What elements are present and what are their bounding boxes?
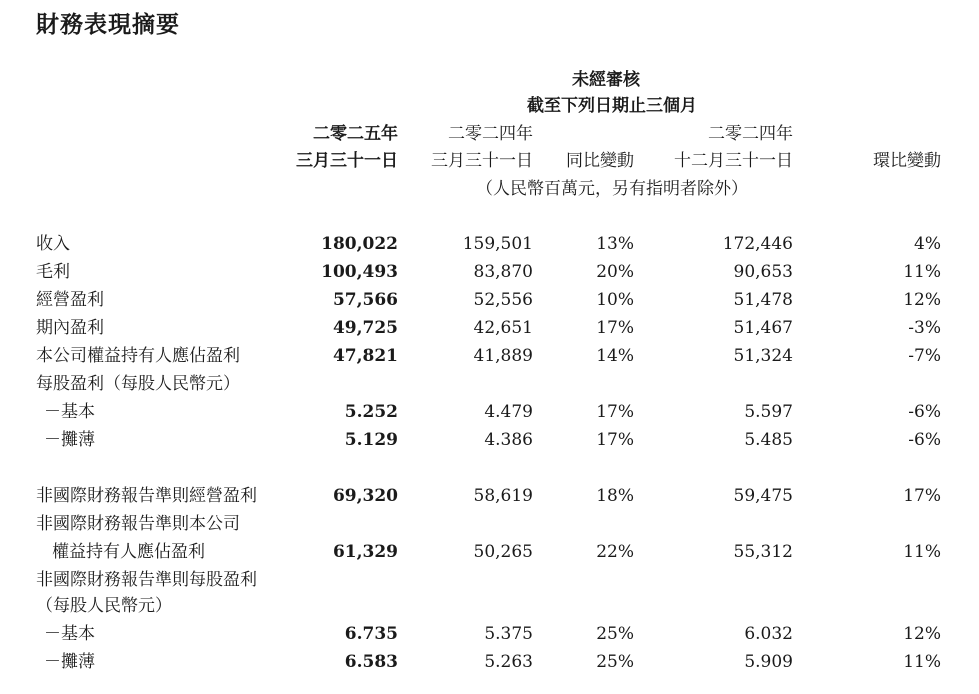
table-row xyxy=(0,315,979,341)
table-row xyxy=(0,399,979,425)
value-2024q4: 90,653 xyxy=(733,262,793,282)
yoy-change: 14% xyxy=(596,346,634,366)
row-label: 非國際財務報告準則經營盈利 xyxy=(36,486,257,506)
qoq-change: 12% xyxy=(903,290,941,310)
yoy-change: 10% xyxy=(596,290,634,310)
row-label: 經營盈利 xyxy=(36,290,104,310)
row-label: －基本 xyxy=(44,624,95,644)
qoq-change: -3% xyxy=(908,318,941,338)
value-2024q4: 51,478 xyxy=(733,290,793,310)
col3-header: 同比變動 xyxy=(566,151,634,171)
table-row xyxy=(0,567,979,593)
value-2025q1: 100,493 xyxy=(321,262,398,282)
table-row xyxy=(0,511,979,537)
qoq-change: 11% xyxy=(903,652,941,672)
value-2024q1: 5.375 xyxy=(484,624,533,644)
qoq-change: 17% xyxy=(903,486,941,506)
qoq-change: 4% xyxy=(914,234,941,254)
table-row xyxy=(0,231,979,257)
yoy-change: 17% xyxy=(596,402,634,422)
row-label: －攤薄 xyxy=(44,652,95,672)
value-2025q1: 6.583 xyxy=(344,652,398,672)
yoy-change: 25% xyxy=(596,624,634,644)
table-row xyxy=(0,259,979,285)
row-label: －攤薄 xyxy=(44,430,95,450)
unit-note: （人民幣百萬元，另有指明者除外） xyxy=(476,179,748,199)
col1-header-line1: 二零二五年 xyxy=(313,124,398,144)
row-label: 本公司權益持有人應佔盈利 xyxy=(36,346,240,366)
value-2025q1: 49,725 xyxy=(332,318,398,338)
table-row xyxy=(0,483,979,509)
table-row xyxy=(0,649,979,675)
qoq-change: 11% xyxy=(903,542,941,562)
period-header: 截至下列日期止三個月 xyxy=(527,96,697,116)
value-2024q4: 5.485 xyxy=(744,430,793,450)
yoy-change: 17% xyxy=(596,318,634,338)
value-2025q1: 180,022 xyxy=(321,234,398,254)
qoq-change: -6% xyxy=(908,402,941,422)
value-2025q1: 47,821 xyxy=(332,346,398,366)
col4-header-line2: 十二月三十一日 xyxy=(674,151,793,171)
yoy-change: 13% xyxy=(596,234,634,254)
table-row xyxy=(0,539,979,565)
value-2024q4: 5.597 xyxy=(744,402,793,422)
yoy-change: 22% xyxy=(596,542,634,562)
row-label: （每股人民幣元） xyxy=(36,596,172,616)
row-label: 非國際財務報告準則每股盈利 xyxy=(36,570,257,590)
value-2024q4: 172,446 xyxy=(722,234,793,254)
yoy-change: 25% xyxy=(596,652,634,672)
row-label: 毛利 xyxy=(36,262,70,282)
col1-header-line2: 三月三十一日 xyxy=(296,151,398,171)
value-2025q1: 57,566 xyxy=(332,290,398,310)
value-2024q4: 5.909 xyxy=(744,652,793,672)
col2-header-line2: 三月三十一日 xyxy=(431,151,533,171)
yoy-change: 17% xyxy=(596,430,634,450)
qoq-change: 12% xyxy=(903,624,941,644)
col4-header-line1: 二零二四年 xyxy=(708,124,793,144)
row-label: 非國際財務報告準則本公司 xyxy=(36,514,240,534)
row-label: 期內盈利 xyxy=(36,318,104,338)
value-2024q4: 59,475 xyxy=(733,486,793,506)
qoq-change: 11% xyxy=(903,262,941,282)
col2-header-line1: 二零二四年 xyxy=(448,124,533,144)
table-row xyxy=(0,427,979,453)
value-2024q1: 83,870 xyxy=(473,262,533,282)
table-row xyxy=(0,287,979,313)
qoq-change: -7% xyxy=(908,346,941,366)
page-title: 財務表現摘要 xyxy=(36,12,180,38)
value-2024q1: 4.479 xyxy=(484,402,533,422)
table-row xyxy=(0,593,979,619)
col5-header: 環比變動 xyxy=(873,151,941,171)
row-label: 收入 xyxy=(36,234,70,254)
value-2025q1: 69,320 xyxy=(332,486,398,506)
value-2024q1: 41,889 xyxy=(473,346,533,366)
table-row xyxy=(0,371,979,397)
value-2025q1: 6.735 xyxy=(344,624,398,644)
value-2024q1: 42,651 xyxy=(473,318,533,338)
value-2024q1: 50,265 xyxy=(473,542,533,562)
value-2025q1: 5.252 xyxy=(344,402,398,422)
value-2024q4: 51,324 xyxy=(733,346,793,366)
value-2024q1: 5.263 xyxy=(484,652,533,672)
row-label: 權益持有人應佔盈利 xyxy=(52,542,205,562)
row-label: 每股盈利（每股人民幣元） xyxy=(36,374,240,394)
qoq-change: -6% xyxy=(908,430,941,450)
yoy-change: 20% xyxy=(596,262,634,282)
unaudited-header: 未經審核 xyxy=(572,70,640,90)
value-2024q4: 55,312 xyxy=(733,542,793,562)
value-2025q1: 61,329 xyxy=(332,542,398,562)
value-2024q1: 52,556 xyxy=(473,290,533,310)
value-2024q4: 51,467 xyxy=(733,318,793,338)
yoy-change: 18% xyxy=(596,486,634,506)
value-2024q1: 58,619 xyxy=(473,486,533,506)
table-row xyxy=(0,621,979,647)
value-2024q1: 4.386 xyxy=(484,430,533,450)
value-2024q4: 6.032 xyxy=(744,624,793,644)
value-2025q1: 5.129 xyxy=(344,430,398,450)
row-label: －基本 xyxy=(44,402,95,422)
value-2024q1: 159,501 xyxy=(462,234,533,254)
table-row xyxy=(0,343,979,369)
